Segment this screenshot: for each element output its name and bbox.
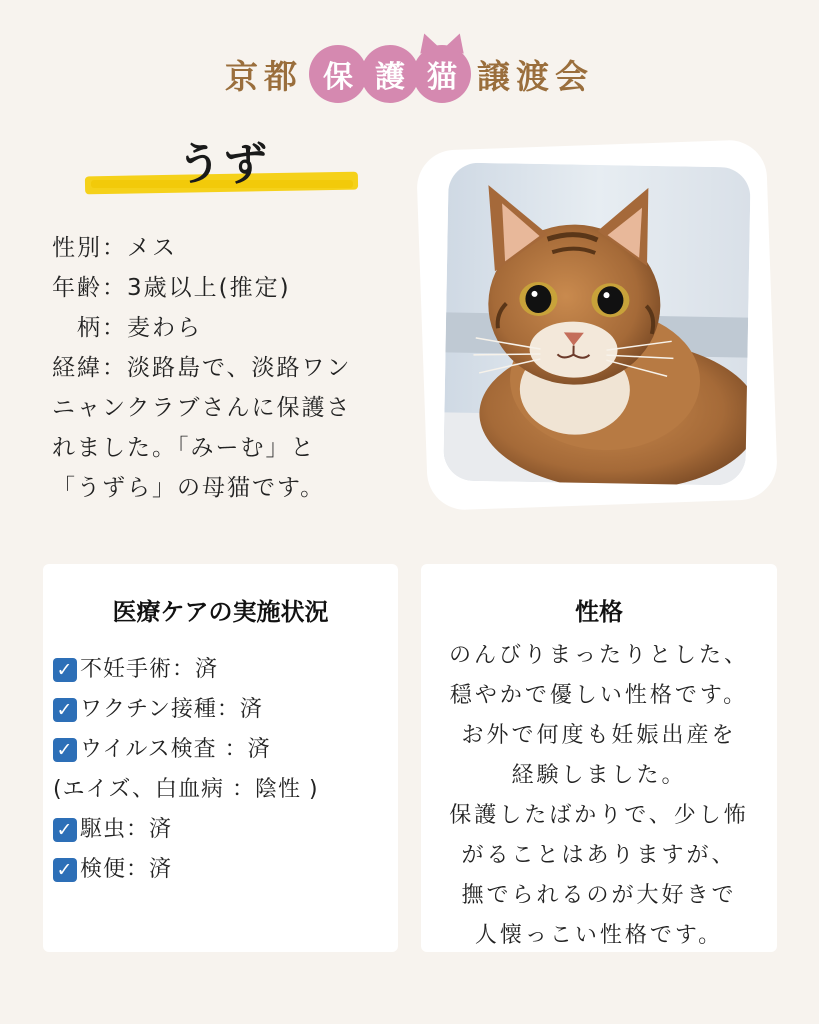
medical-item-text: ワクチン接種：済 [80,697,263,722]
info-line-age: 年齢：3歳以上(推定) [52,275,291,301]
header-circle-3 [413,45,471,103]
list-item [53,850,319,890]
personality-line: 撫でられるのが大好きで [461,883,737,908]
cat-ear-right-icon [445,30,470,53]
medical-item-text: (エイズ、白血病 ：陰性 ) [53,777,319,802]
personality-line: 保護したばかりで、少し怖 [449,803,749,828]
checkmark-icon: ✓ [53,858,77,882]
header-prefix: 京都 [225,56,303,96]
medical-item-text: 駆虫：済 [80,817,173,842]
medical-care-card [43,564,398,952]
personality-line: がることはありますが、 [461,843,737,868]
cat-name-block [85,128,360,198]
header-circle-2: 護 [361,45,419,103]
personality-line: 人懐っこい性格です。 [474,923,724,948]
header-circles [309,45,471,103]
list-item [53,770,319,810]
checkmark-icon: ✓ [53,658,77,682]
personality-line: お外で何度も妊娠出産を [461,723,737,748]
info-line-history-1: 経緯：淡路島で、淡路ワン [52,355,352,381]
info-line-history-3: れました。「みーむ」と [52,435,316,461]
cat-photo [443,162,751,485]
personality-title: 性格 [575,598,623,626]
cat-name: うず [177,139,269,190]
medical-care-title: 医療ケアの実施状況 [112,598,329,626]
checkmark-icon: ✓ [53,698,77,722]
cat-info [52,228,397,508]
medical-item-text: 検便：済 [80,857,173,882]
checkmark-icon: ✓ [53,818,77,842]
personality-text [421,636,777,956]
cat-ear-left-icon [415,30,440,53]
personality-line: 経験しました。 [511,763,687,788]
medical-item-text: 不妊手術：済 [80,657,219,682]
header-suffix: 譲渡会 [477,56,594,96]
header-circle-1: 保 [309,45,367,103]
list-item [53,650,319,690]
header-circle-3-label: 猫 [427,60,457,95]
medical-care-list [53,650,319,890]
personality-card [421,564,777,952]
personality-line: のんびりまったりとした、 [448,643,749,668]
info-line-history-4: 「うずら」の母猫です。 [52,475,326,501]
list-item [53,730,319,770]
checkmark-icon: ✓ [53,738,77,762]
event-header [0,38,819,110]
medical-item-text: ウイルス検査 ：済 [80,737,271,762]
list-item [53,690,319,730]
personality-line: 穏やかで優しい性格です。 [449,683,749,708]
info-line-sex: 性別：メス [52,235,177,261]
list-item [53,810,319,850]
info-line-history-2: ニャンクラブさんに保護さ [52,395,352,421]
info-line-pattern: 柄：麦わら [52,315,202,341]
